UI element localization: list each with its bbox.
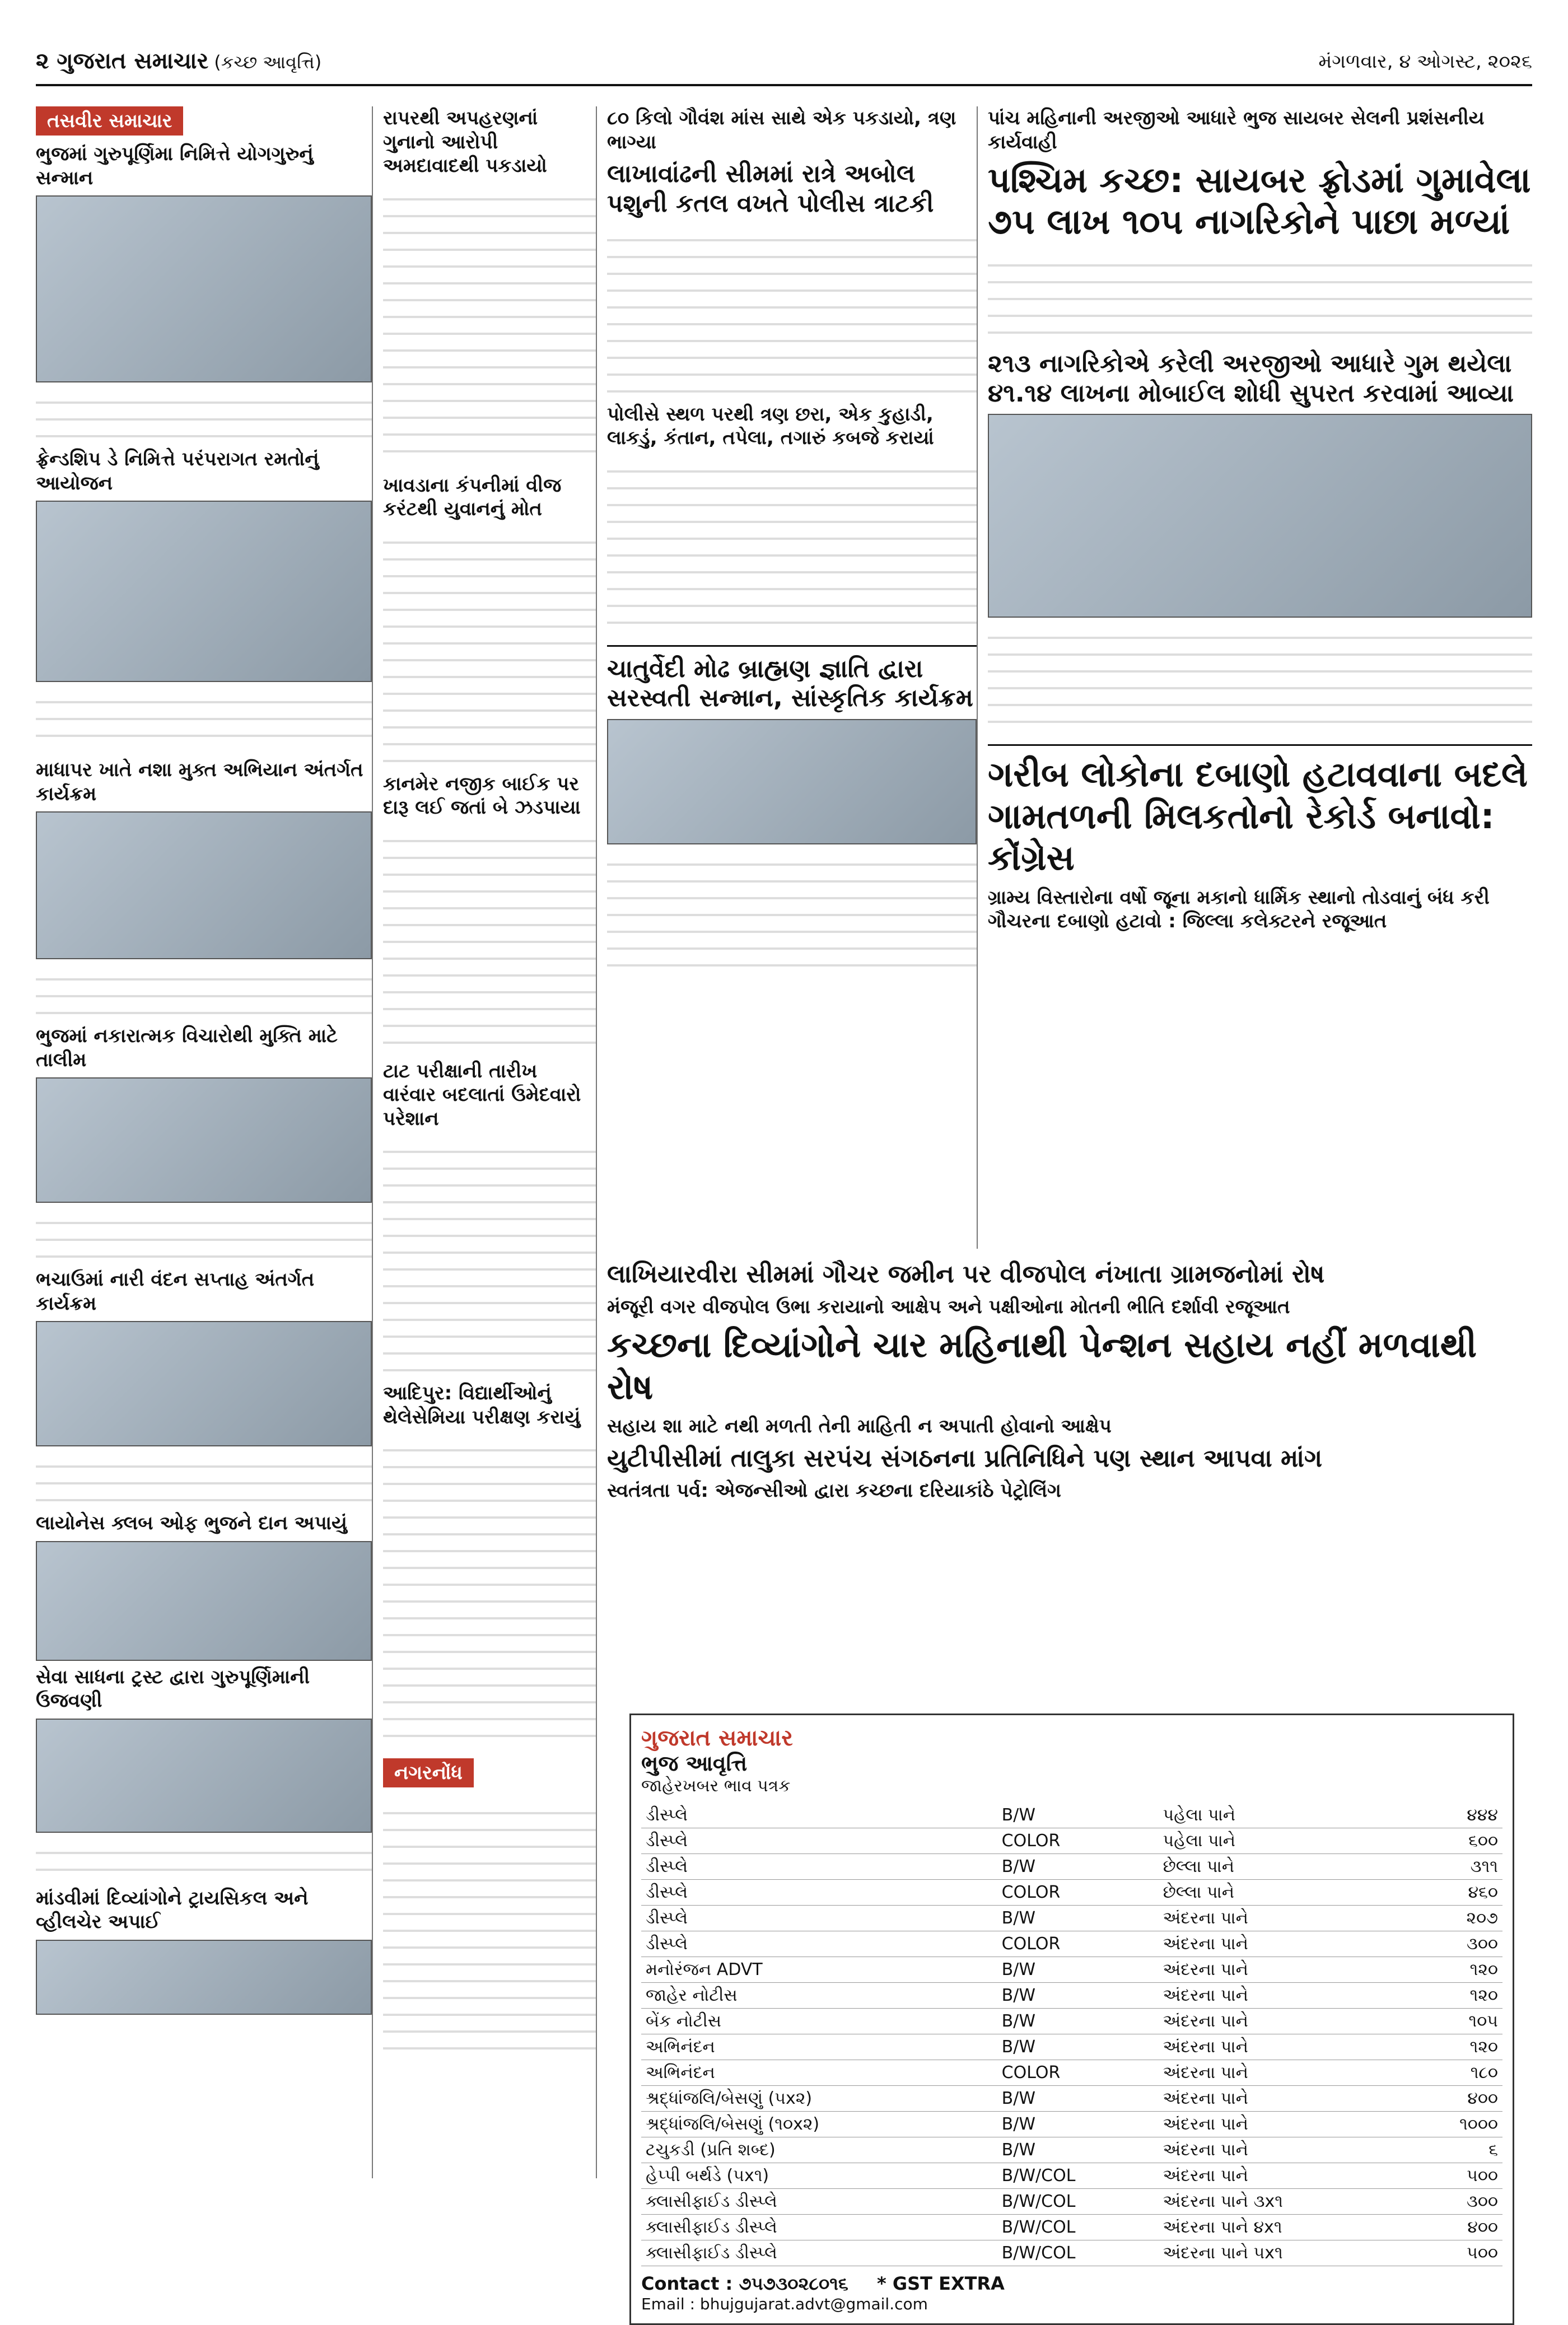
ad-rate-cell: અંદરના પાને ૫x૧ — [1159, 2240, 1410, 2266]
ad-brand: ગુજરાત સમાચાર — [641, 1725, 793, 1751]
ad-rate-cell: અંદરના પાને — [1159, 1983, 1410, 2009]
ad-rate-cell: B/W — [997, 1983, 1159, 2009]
article-body-placeholder — [383, 527, 596, 762]
ad-rate-cell: અંદરના પાને — [1159, 2137, 1410, 2163]
ad-rate-cell: પહેલા પાને — [1159, 1828, 1410, 1854]
article-body-placeholder — [383, 825, 596, 1049]
headline: કાનમેર નજીક બાઈક પર દારૂ લઈ જતાં બે ઝડપાયા — [383, 772, 581, 819]
ad-gst-note: * GST EXTRA — [876, 2273, 1005, 2294]
ad-rate-cell: COLOR — [997, 1931, 1159, 1957]
article-body-placeholder — [36, 964, 372, 1014]
ad-rate-cell: ડીસ્પ્લે — [641, 1854, 997, 1880]
ad-rate-row — [641, 2189, 1502, 2215]
headline: યુટીપીસીમાં તાલુકા સરપંચ સંગઠનના પ્રતિનિધિને પણ સ્થાન આપવા માંગ — [607, 1444, 1323, 1473]
ad-rate-cell: B/W — [997, 2009, 1159, 2034]
news-photo — [36, 1940, 372, 2015]
ad-rate-row — [641, 2009, 1502, 2034]
article-body-placeholder — [988, 622, 1532, 734]
ad-rate-box — [629, 1714, 1514, 2325]
ad-rate-row — [641, 1906, 1502, 1931]
news-photo — [36, 1541, 372, 1661]
article-body-placeholder — [36, 1451, 372, 1501]
headline: ગરીબ લોકોના દબાણો હટાવવાના બદલે ગામતળની મિલકતોનો રેકોર્ડ બનાવો: કોંગ્રેસ — [988, 754, 1528, 879]
headline: લાયોનેસ ક્લબ ઓફ ભુજને દાન અપાયું — [36, 1512, 347, 1534]
kicker: ૮૦ કિલો ગૌવંશ માંસ સાથે એક પકડાયો, ત્રણ ભાગ્યા — [607, 107, 956, 153]
article-body-placeholder — [36, 1207, 372, 1258]
news-photo — [36, 1719, 372, 1833]
ad-rate-cell: અંદરના પાને ૩x૧ — [1159, 2189, 1410, 2215]
ad-rate-row — [641, 1828, 1502, 1854]
ad-rate-cell: ૩૧૧ — [1410, 1854, 1503, 1880]
headline: લાખાવાંઢની સીમમાં રાત્રે અબોલ પશુની કતલ વખતે પોલીસ ત્રાટકી — [607, 160, 934, 218]
ad-rate-cell: અંદરના પાને ૪x૧ — [1159, 2215, 1410, 2240]
news-photo — [36, 501, 372, 682]
headline: કચ્છના દિવ્યાંગોને ચાર મહિનાથી પેન્શન સહાય નહીં મળવાથી રોષ — [607, 1324, 1477, 1407]
news-photo — [36, 195, 372, 382]
headline: ટાટ પરીક્ષાની તારીખ વારંવાર બદલાતાં ઉમેદવારો પરેશાન — [383, 1059, 581, 1130]
ad-rate-cell: ૪૪૪ — [1410, 1803, 1503, 1828]
ad-rate-row — [641, 2240, 1502, 2266]
ad-rate-cell: ડીસ્પ્લે — [641, 1906, 997, 1931]
ad-rate-cell: ૫૦૦ — [1410, 2163, 1503, 2189]
ad-subtitle: જાહેરખબર ભાવ પત્રક — [641, 1776, 791, 1796]
news-photo — [988, 414, 1532, 618]
headline: ભચાઉમાં નારી વંદન સપ્તાહ અંતર્ગત કાર્યક્રમ — [36, 1268, 315, 1315]
headline: સેવા સાધના ટ્રસ્ટ દ્વારા ગુરુપૂર્ણિમાની ઉજવણી — [36, 1665, 310, 1712]
ad-rate-cell: હેપ્પી બર્થડે (૫x૧) — [641, 2163, 997, 2189]
article-body-placeholder — [36, 1837, 372, 1876]
paper-name: ૨ ગુજરાત સમાચાર — [36, 48, 209, 74]
ad-rate-cell: ૫૦૦ — [1410, 2240, 1503, 2266]
ad-rate-row — [641, 1957, 1502, 1983]
ad-rate-cell: B/W/COL — [997, 2215, 1159, 2240]
article-body-placeholder — [988, 250, 1532, 339]
ad-rate-cell: B/W — [997, 1957, 1159, 1983]
subheadline: સહાય શા માટે નથી મળતી તેની માહિતી ન અપાતી હોવાનો આક્ષેપ — [607, 1415, 1112, 1438]
subheadline: પોલીસે સ્થળ પરથી ત્રણ છરા, એક કુહાડી, લાકડું, કંતાન, તપેલા, તગારું કબજે કરાયાં — [607, 403, 934, 450]
newspaper-page — [36, 45, 1532, 2313]
news-photo — [607, 719, 977, 844]
ad-rate-cell: અંદરના પાને — [1159, 2112, 1410, 2137]
ad-rate-cell: બેંક નોટીસ — [641, 2009, 997, 2034]
column-cyber — [988, 106, 1532, 1249]
ad-rate-row — [641, 1803, 1502, 1828]
ad-rate-cell: COLOR — [997, 1828, 1159, 1854]
headline: ખાવડાના કંપનીમાં વીજ કરંટથી યુવાનનું મોત — [383, 474, 562, 520]
ad-rate-cell: અંદરના પાને — [1159, 2086, 1410, 2112]
ad-rate-cell: B/W — [997, 2086, 1159, 2112]
headline: ફ્રેન્ડશિપ ડે નિમિત્તે પરંપરાગત રમતોનું આયોજન — [36, 448, 319, 494]
ad-rate-table — [641, 1803, 1502, 2266]
news-photo — [36, 1321, 372, 1446]
ad-rate-cell: મનોરંજન ADVT — [641, 1957, 997, 1983]
ad-rate-cell: ટચુકડી (પ્રતિ શબ્દ) — [641, 2137, 997, 2163]
ad-rate-cell: ૪૦૦ — [1410, 2215, 1503, 2240]
article-body-placeholder — [36, 387, 372, 437]
ad-rate-cell: ક્લાસીફાઈડ ડીસ્પ્લે — [641, 2215, 997, 2240]
subheadline: ૨૧૩ નાગરિકોએ કરેલી અરજીઓ આધારે ગુમ થયેલા ૪૧.૧૪ લાખના મોબાઈલ શોધી સુપરત કરવામાં આવ્યા — [988, 349, 1514, 408]
ad-rate-cell: ડીસ્પ્લે — [641, 1828, 997, 1854]
ad-rate-cell: ૧૮૦ — [1410, 2060, 1503, 2086]
ad-rate-cell: શ્રદ્ધાંજલિ/બેસણું (૫x૨) — [641, 2086, 997, 2112]
headline: પશ્ચિમ કચ્છ: સાયબર ફ્રોડમાં ગુમાવેલા ૭૫ લાખ ૧૦૫ નાગરિકોને પાછા મળ્યાં — [988, 160, 1531, 242]
ad-rate-row — [641, 1983, 1502, 2009]
ad-rate-cell: B/W — [997, 1803, 1159, 1828]
ad-rate-cell: છેલ્લા પાને — [1159, 1880, 1410, 1906]
ad-rate-cell: ૧૦૫ — [1410, 2009, 1503, 2034]
headline: માધાપર ખાતે નશા મુક્ત અભિયાન અંતર્ગત કાર્યક્રમ — [36, 759, 363, 805]
column-lakhavandh — [607, 106, 978, 1249]
ad-rate-cell: શ્રદ્ધાંજલિ/બેસણું (૧૦x૨) — [641, 2112, 997, 2137]
ad-rate-row — [641, 1880, 1502, 1906]
masthead-title — [36, 48, 321, 74]
headline: આદિપુર: વિદ્યાર્થીઓનું થેલેસેમિયા પરીક્ષણ કરાયું — [383, 1382, 581, 1428]
ad-rate-cell: ૪૬૦ — [1410, 1880, 1503, 1906]
ad-rate-row — [641, 2163, 1502, 2189]
article-body-placeholder — [36, 687, 372, 748]
headline: ભુજમાં ગુરુપૂર્ણિમા નિમિત્તે યોગગુરુનું સન્માન — [36, 143, 314, 189]
ad-rate-cell: છેલ્લા પાને — [1159, 1854, 1410, 1880]
ad-rate-cell: અંદરના પાને — [1159, 2009, 1410, 2034]
section-tag: નગરનોંધ — [383, 1758, 474, 1787]
ad-rate-cell: અંદરના પાને — [1159, 1931, 1410, 1957]
column-photo-news — [36, 106, 373, 2178]
headline: રાપરથી અપહરણનાં ગુનાનો આરોપી અમદાવાદથી પકડાયો — [383, 107, 547, 177]
ad-rate-cell: ૨૦૭ — [1410, 1906, 1503, 1931]
subheadline: મંજૂરી વગર વીજપોલ ઉભા કરાયાનો આક્ષેપ અને પક્ષીઓના મોતની ભીતિ દર્શાવી રજૂઆત — [607, 1295, 1290, 1318]
issue-date: મંગળવાર, ૪ ઓગસ્ટ, ૨૦૨૬ — [1318, 50, 1532, 73]
ad-rate-cell: અભિનંદન — [641, 2034, 997, 2060]
ad-rate-cell: B/W/COL — [997, 2189, 1159, 2215]
ad-email: Email : bhujgujarat.advt@gmail.com — [641, 2295, 928, 2313]
news-photo — [36, 811, 372, 959]
article-body-placeholder — [383, 184, 596, 464]
headline: લાખિયારવીરા સીમમાં ગૌચર જમીન પર વીજપોલ નંખાતા ગ્રામજનોમાં રોષ — [607, 1260, 1325, 1288]
headline: માંડવીમાં દિવ્યાંગોને ટ્રાયસિકલ અને વ્હીલચેર અપાઈ — [36, 1887, 309, 1933]
ad-rate-row — [641, 1854, 1502, 1880]
masthead — [36, 45, 1532, 86]
ad-rate-row — [641, 2034, 1502, 2060]
ad-rate-cell: B/W — [997, 2137, 1159, 2163]
ad-rate-cell: COLOR — [997, 2060, 1159, 2086]
ad-rate-cell: પહેલા પાને — [1159, 1803, 1410, 1828]
ad-rate-cell: ૩૦૦ — [1410, 2189, 1503, 2215]
ad-rate-cell: અંદરના પાને — [1159, 2034, 1410, 2060]
ad-rate-cell: ક્લાસીફાઈડ ડીસ્પ્લે — [641, 2189, 997, 2215]
ad-rate-cell: B/W — [997, 2112, 1159, 2137]
divider — [988, 744, 1532, 746]
ad-rate-cell: ૪૦૦ — [1410, 2086, 1503, 2112]
article-body-placeholder — [383, 1136, 596, 1371]
divider — [607, 645, 977, 647]
article-body-placeholder — [607, 225, 977, 393]
article-body-placeholder — [383, 1435, 596, 1748]
ad-rate-row — [641, 2112, 1502, 2137]
article-body-placeholder — [383, 1798, 596, 2055]
ad-rate-cell: અંદરના પાને — [1159, 1906, 1410, 1931]
column-briefs — [383, 106, 597, 2178]
ad-title: ભુજ આવૃત્તિ — [641, 1751, 748, 1776]
ad-rate-cell: B/W — [997, 1854, 1159, 1880]
ad-rate-cell: B/W — [997, 2034, 1159, 2060]
ad-rate-cell: ૬૦૦ — [1410, 1828, 1503, 1854]
ad-rate-cell: ડીસ્પ્લે — [641, 1803, 997, 1828]
subheadline: ગ્રામ્ય વિસ્તારોના વર્ષો જૂના મકાનો ધાર્મિક સ્થાનો તોડવાનું બંધ કરી ગૌચરના દબાણો હટાવો : જિલ્લા કલેક્ટરને રજૂઆત — [988, 886, 1490, 933]
ad-contact-phone: Contact : ૭૫૭૩૦૨૮૦૧૬ — [641, 2273, 848, 2294]
ad-rate-cell: B/W/COL — [997, 2240, 1159, 2266]
ad-rate-cell: ૬ — [1410, 2137, 1503, 2163]
ad-rate-cell: અંદરના પાને — [1159, 2163, 1410, 2189]
ad-contact — [641, 2273, 1502, 2295]
ad-rate-cell: B/W/COL — [997, 2163, 1159, 2189]
headline: ભુજમાં નકારાત્મક વિચારોથી મુક્તિ માટે તાલીમ — [36, 1025, 338, 1071]
article-body-placeholder — [607, 456, 977, 635]
news-photo — [36, 1077, 372, 1203]
ad-rate-row — [641, 1931, 1502, 1957]
ad-rate-row — [641, 2137, 1502, 2163]
edition-label: (કચ્છ આવૃત્તિ) — [214, 52, 322, 73]
ad-rate-cell: ૧૨૦ — [1410, 2034, 1503, 2060]
ad-rate-cell: ૧૨૦ — [1410, 1957, 1503, 1983]
section-tag: તસવીર સમાચાર — [36, 106, 183, 136]
ad-rate-cell: અંદરના પાને — [1159, 1957, 1410, 1983]
ad-rate-cell: ૩૦૦ — [1410, 1931, 1503, 1957]
ad-rate-cell: અંદરના પાને — [1159, 2060, 1410, 2086]
ad-rate-cell: COLOR — [997, 1880, 1159, 1906]
ad-rate-row — [641, 2060, 1502, 2086]
ad-rate-cell: ક્લાસીફાઈડ ડીસ્પ્લે — [641, 2240, 997, 2266]
kicker: પાંચ મહિનાની અરજીઓ આધારે ભુજ સાયબર સેલની પ્રશંસનીય કાર્યવાહી — [988, 107, 1485, 153]
headline: સ્વતંત્રતા પર્વ: એજન્સીઓ દ્વારા કચ્છના દરિયાકાંઠે પેટ્રોલિંગ — [607, 1479, 1061, 1502]
ad-rate-row — [641, 2086, 1502, 2112]
ad-rate-cell: જાહેર નોટીસ — [641, 1983, 997, 2009]
ad-rate-cell: ૧૨૦ — [1410, 1983, 1503, 2009]
ad-rate-cell: અભિનંદન — [641, 2060, 997, 2086]
ad-rate-cell: B/W — [997, 1906, 1159, 1931]
ad-rate-cell: ડીસ્પ્લે — [641, 1880, 997, 1906]
ad-rate-cell: ડીસ્પ્લે — [641, 1931, 997, 1957]
article-body-placeholder — [607, 849, 977, 972]
headline: ચાતુર્વેદી મોઢ બ્રાહ્મણ જ્ઞાતિ દ્વારા સરસ્વતી સન્માન, સાંસ્કૃતિક કાર્યક્રમ — [607, 654, 973, 713]
ad-rate-cell: ૧૦૦૦ — [1410, 2112, 1503, 2137]
ad-rate-row — [641, 2215, 1502, 2240]
